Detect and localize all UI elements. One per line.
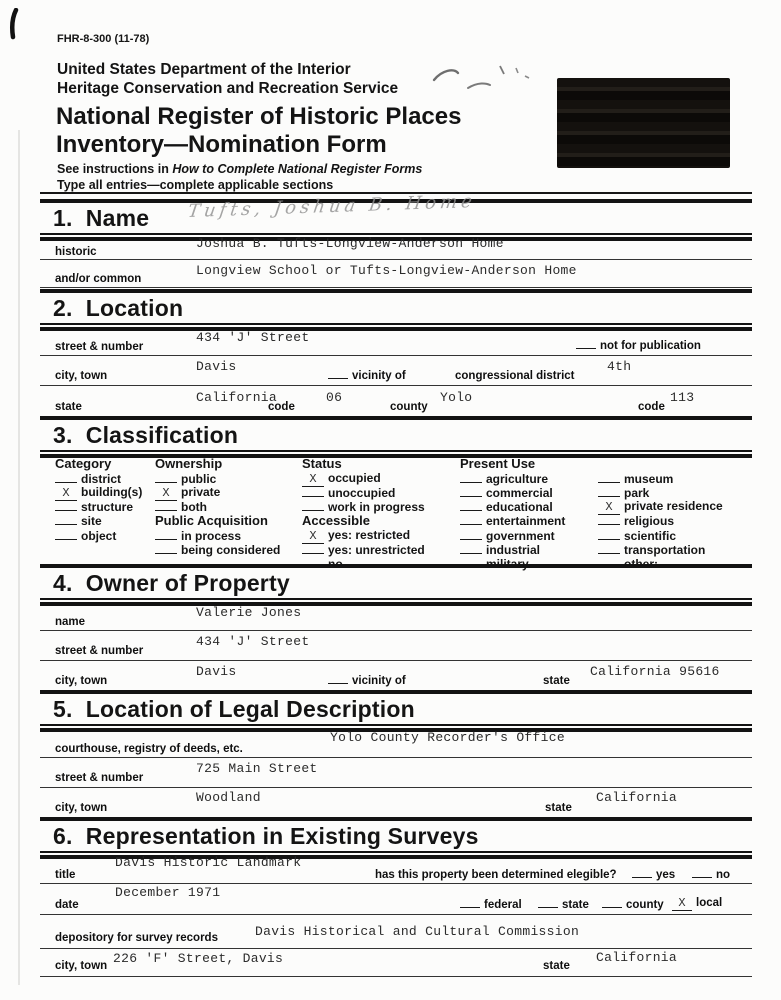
scan-edge-artifact [18, 130, 20, 985]
legal-state-value: California [596, 790, 678, 805]
eligible-yes-option [632, 866, 675, 881]
checkbox-label: being considered [181, 543, 281, 557]
county-code-value: 113 [670, 390, 695, 405]
not-for-publication-blank [576, 337, 596, 349]
checkbox-blank [55, 471, 77, 483]
checkbox-label: structure [81, 500, 134, 514]
section-heading-text: 6. Representation in Existing Surveys [40, 821, 752, 853]
checkbox-park [598, 485, 649, 500]
present-use-header: Present Use [460, 456, 536, 471]
checkbox-entertainment [460, 513, 565, 528]
checkbox-being-considered [155, 542, 280, 557]
section-heading-text: 4. Owner of Property [40, 568, 752, 600]
checkbox-label: district [81, 472, 122, 486]
street-label: street & number [55, 341, 144, 353]
historic-label: historic [55, 246, 97, 258]
field-row-depository [40, 920, 752, 949]
owner-name-label: name [55, 616, 86, 628]
survey-title-value: Davis Historic Landmark [115, 855, 302, 870]
category-header: Category [55, 456, 112, 471]
owner-street-label: street & number [55, 645, 144, 657]
legal-city-label: city, town [55, 802, 108, 814]
checkbox-scientific [598, 528, 676, 543]
checkbox-in-process [155, 528, 241, 543]
legal-street-value: 725 Main Street [196, 761, 318, 776]
field-row-state [40, 385, 752, 417]
checkbox-blank: X [55, 489, 77, 501]
checkbox-label: object [81, 529, 117, 543]
section-heading-owner [40, 564, 752, 606]
level-county-option [602, 896, 664, 911]
checkbox-label: yes: unrestricted [328, 543, 425, 557]
city-value: Davis [196, 359, 237, 374]
common-name-value: Longview School or Tufts-Longview-Anderson Home [196, 263, 577, 278]
checkbox-object [55, 528, 116, 543]
owner-name-value: Valerie Jones [196, 605, 302, 620]
section-heading-surveys [40, 817, 752, 859]
checkbox-blank [598, 471, 620, 483]
checkbox-blank [302, 485, 324, 497]
checkbox-label: federal [484, 899, 522, 911]
field-row-city [40, 355, 752, 386]
ink-scribble-annotation [428, 58, 538, 94]
checkbox-blank: X [598, 503, 620, 515]
checkbox-label: occupied [328, 471, 381, 485]
courthouse-label: courthouse, registry of deeds, etc. [55, 743, 243, 755]
checkbox-label: military [486, 557, 529, 571]
owner-city-label: city, town [55, 675, 108, 687]
checkbox-label: government [486, 529, 555, 543]
not-for-publication-option [576, 337, 701, 352]
section-heading-text: 3. Classification [40, 420, 752, 452]
checkbox-label: unoccupied [328, 486, 396, 500]
not-for-publication-label: not for publication [600, 340, 701, 352]
common-name-label: and/or common [55, 273, 142, 285]
checkbox-label: work in progress [328, 500, 425, 514]
field-row-common-name [40, 259, 752, 288]
checkbox-blank [302, 542, 324, 554]
checkbox-blank [632, 866, 652, 878]
section-heading-text: 1. Name [40, 203, 752, 235]
survey-state-value: California [596, 950, 678, 965]
checkbox-blank: X [155, 489, 177, 501]
checkbox-educational [460, 499, 553, 514]
field-row-street [40, 326, 752, 356]
checkbox-unoccupied [302, 485, 395, 500]
checkbox-label: religious [624, 514, 675, 528]
owner-city-value: Davis [196, 664, 237, 679]
field-row-legal-city [40, 787, 752, 818]
checkbox-district [55, 471, 121, 486]
checkbox-label: local [696, 897, 723, 909]
survey-date-label: date [55, 899, 79, 911]
checkbox-transportation [598, 542, 705, 557]
county-label: county [390, 401, 428, 413]
status-header: Status [302, 456, 342, 471]
instructions-prefix: See instructions in [57, 162, 173, 176]
depository-label: depository for survey records [55, 932, 218, 944]
checkbox-label: other: [624, 557, 658, 571]
owner-street-value: 434 'J' Street [196, 634, 310, 649]
eligible-question: has this property been determined elegible? [375, 869, 617, 881]
checkbox-blank [155, 528, 177, 540]
redaction-box [557, 78, 730, 168]
checkbox-label: scientific [624, 529, 677, 543]
checkbox-blank [55, 499, 77, 511]
survey-state-label: state [543, 960, 570, 972]
field-row-courthouse [40, 727, 752, 758]
checkbox-label: museum [624, 472, 674, 486]
checkbox-label: site [81, 514, 102, 528]
checkbox-structure [55, 499, 133, 514]
checkbox-blank [155, 471, 177, 483]
checkbox-label: yes [656, 869, 676, 881]
checkbox-yes-unrestricted [302, 542, 425, 557]
checkbox-blank [460, 896, 480, 908]
checkbox-label: yes: restricted [328, 528, 411, 542]
checkbox-blank: X [302, 532, 324, 544]
checkbox-blank [302, 499, 324, 511]
checkbox-blank [598, 542, 620, 554]
checkbox-blank [155, 542, 177, 554]
checkbox-blank [460, 513, 482, 525]
checkbox-label: commercial [486, 486, 553, 500]
checkbox-label: in process [181, 529, 242, 543]
section-heading-location [40, 289, 752, 331]
ownership-header: Ownership [155, 456, 223, 471]
checkbox-blank [55, 528, 77, 540]
vicinity-label: vicinity of [352, 370, 406, 382]
state-label: state [55, 401, 82, 413]
checkbox-blank [460, 485, 482, 497]
field-row-owner-street [40, 630, 752, 661]
owner-state-value: California 95616 [590, 664, 720, 679]
checkbox-blank [460, 528, 482, 540]
form-title-line-2: Inventory—Nomination Form [56, 131, 387, 158]
state-code-label: code [268, 401, 295, 413]
legal-state-label: state [545, 802, 572, 814]
checkbox-blank [598, 485, 620, 497]
field-row-owner-name [40, 601, 752, 631]
checkbox-blank [460, 471, 482, 483]
field-row-survey-date [40, 883, 752, 915]
checkbox-government [460, 528, 555, 543]
checkbox-label: transportation [624, 543, 706, 557]
checkbox-label: park [624, 486, 650, 500]
field-row-legal-street [40, 757, 752, 788]
level-state-option [538, 896, 589, 911]
county-code-label: code [638, 401, 665, 413]
checkbox-label: no [328, 557, 343, 571]
public-acquisition-header: Public Acquisition [155, 513, 268, 528]
pen-stroke-mark [6, 8, 22, 40]
handwritten-name-annotation: Tufts, Joshua B. Home [186, 190, 478, 223]
vicinity-blank [328, 672, 348, 684]
checkbox-label: no [716, 869, 731, 881]
state-value: California [196, 390, 278, 405]
checkbox-blank: X [302, 475, 324, 487]
instructions-line-1 [57, 162, 422, 176]
owner-state-label: state [543, 675, 570, 687]
checkbox-blank [460, 499, 482, 511]
checkbox-blank [598, 528, 620, 540]
congressional-district-value: 4th [607, 359, 632, 374]
checkbox-label: private residence [624, 499, 723, 513]
field-row-owner-city [40, 660, 752, 691]
form-title-line-1: National Register of Historic Places [56, 103, 462, 130]
checkbox-label: entertainment [486, 514, 566, 528]
state-code-value: 06 [326, 390, 343, 405]
eligible-no-option [692, 866, 730, 881]
checkbox-commercial [460, 485, 553, 500]
section-heading-classification [40, 416, 752, 458]
checkbox-work-in-progress [302, 499, 425, 514]
survey-city-label: city, town [55, 960, 108, 972]
checkbox-label: public [181, 472, 217, 486]
level-federal-option [460, 896, 522, 911]
checkbox-blank [602, 896, 622, 908]
checkbox-blank [155, 499, 177, 511]
county-value: Yolo [440, 390, 473, 405]
checkbox-blank [538, 896, 558, 908]
field-row-survey-title [40, 854, 752, 884]
accessible-header: Accessible [302, 513, 370, 528]
owner-vicinity-option [328, 672, 406, 687]
survey-date-value: December 1971 [115, 885, 221, 900]
field-row-historic [40, 236, 752, 260]
checkbox-label: private [181, 485, 221, 499]
level-local-option [672, 897, 722, 911]
depository-value: Davis Historical and Cultural Commission [255, 924, 580, 939]
section-heading-text: 5. Location of Legal Description [40, 694, 752, 726]
checkbox-label: building(s) [81, 485, 143, 499]
checkbox-blank [598, 513, 620, 525]
field-row-survey-city [40, 948, 752, 977]
department-line-2: Heritage Conservation and Recreation Service [57, 80, 399, 97]
historic-name-value: Joshua B. Tufts-Longview-Anderson Home [196, 236, 504, 251]
vicinity-label: vicinity of [352, 675, 406, 687]
city-label: city, town [55, 370, 108, 382]
vicinity-blank [328, 367, 348, 379]
legal-city-value: Woodland [196, 790, 261, 805]
checkbox-blank [692, 866, 712, 878]
checkbox-both [155, 499, 207, 514]
checkbox-site [55, 513, 102, 528]
checkbox-blank [55, 513, 77, 525]
section-heading-legal [40, 690, 752, 732]
vicinity-option [328, 367, 406, 382]
instructions-manual-title: How to Complete National Register Forms [172, 162, 423, 176]
checkbox-agriculture [460, 471, 548, 486]
checkbox-label: county [626, 899, 664, 911]
survey-city-value: 226 'F' Street, Davis [113, 951, 284, 966]
form-number: FHR-8-300 (11-78) [57, 33, 150, 45]
checkbox-label: state [562, 899, 589, 911]
legal-street-label: street & number [55, 772, 144, 784]
checkbox-religious [598, 513, 674, 528]
street-value: 434 'J' Street [196, 330, 310, 345]
checkbox-industrial [460, 542, 540, 557]
checkbox-blank [460, 542, 482, 554]
survey-title-label: title [55, 869, 76, 881]
checkbox-label: both [181, 500, 207, 514]
checkbox-label: agriculture [486, 472, 549, 486]
checkbox-museum [598, 471, 673, 486]
checkbox-label: educational [486, 500, 553, 514]
checkbox-label: industrial [486, 543, 541, 557]
department-line-1: United States Department of the Interior [57, 61, 351, 78]
instructions-line-2: Type all entries—complete applicable sections [57, 178, 334, 192]
checkbox-public [155, 471, 216, 486]
checkbox-blank: X [672, 899, 692, 911]
courthouse-value: Yolo County Recorder's Office [330, 730, 565, 745]
congressional-district-label: congressional district [455, 370, 575, 382]
section-heading-text: 2. Location [40, 293, 752, 325]
